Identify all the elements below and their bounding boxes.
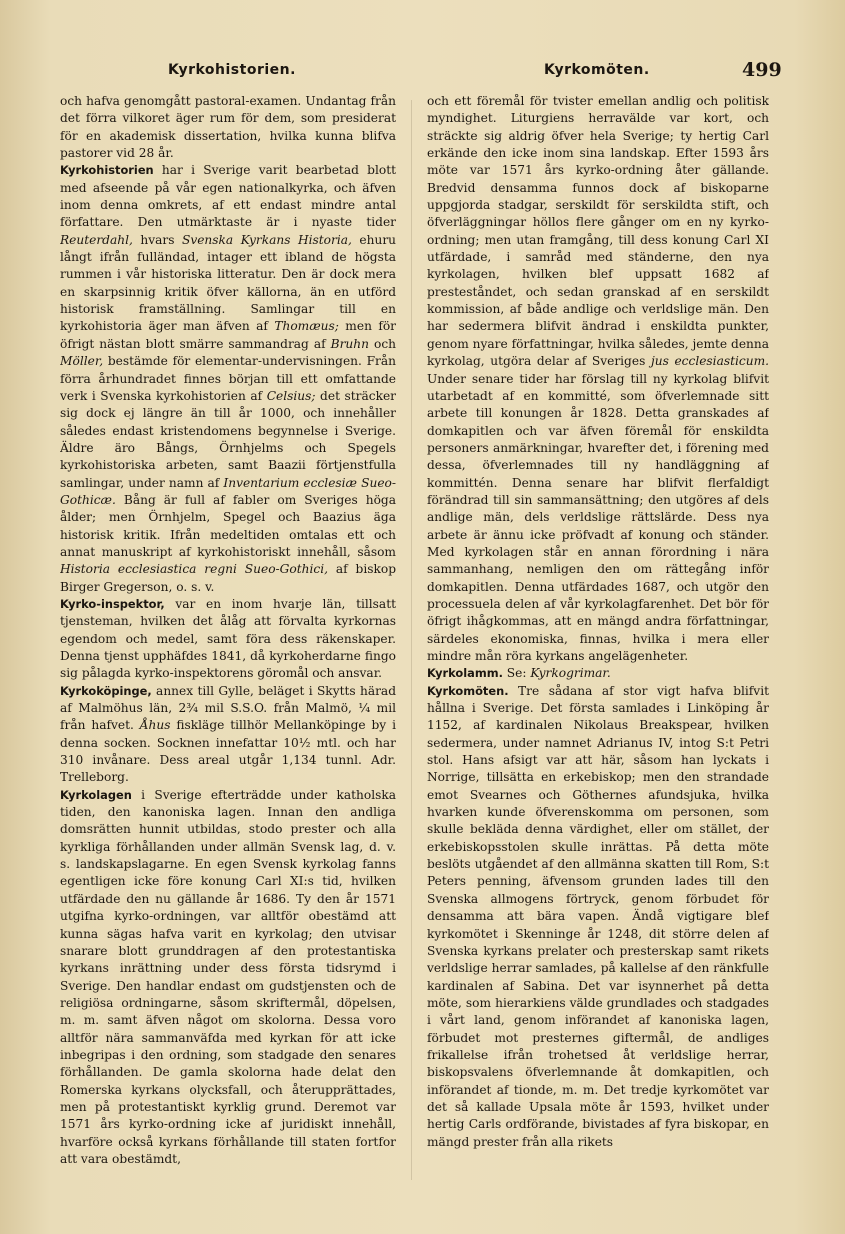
entry-kyrkomoten: Kyrkomöten. Tre sådana af stor vigt hafva blifvit hållna i Sverige. Det första samlades i Linköping år 1152, af kardinalen Nikolaus Breakspear, hvilken sedermera, under namnet Adrianus IV, intog S:t Petri stol. Hans afsigt var att här, såsom han lyckats i Norrige, tillsätta en erkebiskop; men den strandade emot Svearnes och Göthernes afundsjuka, hvilka hvarken kunde öfverenskomma om personen, som skulle bekläda denna värdighet, eller om stället, der erkebiskopsstolen skulle inrättas. På detta möte beslöts utgåendet af den allmänna skatten till Rom, S:t Peters penning, äfvensom grunden lades till den Svenska allmogens förtryck, genom förbudet för densamma att bära vapen. Ändå vigtigare blef kyrkomötet i Skenninge år 1248, dit större delen af Svenska kyrkans prelater och presterskap samt rikets verldslige herrar samlades, på kallelse af den ränkfulle kardinalen af Sabina. Det var isynnerhet på detta möte, som hierarkiens välde grundlades och stadgades i vårt land, genom införandet af kanoniska lagen, förbudet mot presternes giftermål, de andliges frikallelse ifrån trohetsed åt verldslige herrar, biskopsvalens öfverlemnande åt domkapitlen, och införandet af tionde, m. m. Det tredje kyrkomötet var det så kallade Upsala möte år 1593, hvilket under hertig Carls ordförande, bivistades af fyra biskopar, en mängd prester från alla rikets [427, 683, 769, 1149]
headword: Kyrkolagen [60, 787, 132, 802]
headword: Kyrkomöten. [427, 683, 509, 698]
headword: Kyrko-inspektor, [60, 596, 165, 611]
running-title-right: Kyrkomöten. [544, 62, 650, 78]
cross-reference: Kyrkogrimar. [530, 666, 611, 681]
entry-kyrkolamm: Kyrkolamm. Se: Kyrkogrimar. [427, 666, 611, 681]
headword: Kyrkolamm. [427, 666, 503, 681]
column-divider [411, 100, 412, 1180]
headword: Kyrkoköpinge, [60, 683, 152, 698]
entry-kyrkohistorien: Kyrkohistorien har i Sverige varit bearbetad blott med afseende på vår egen nationalkyrka, och äfven inom denna omkrets, af ett endast mindre antal författare. Den utmärktaste är i nyaste tider Reuterdahl, hvars Svenska Kyrkans Historia, ehuru långt ifrån fulländad, intager ett ibland de högsta rummen i vår historiska litteratur. Den är dock mera en skarpsinnig kritik öfver källorna, än en utförd historisk framställning. Samlingar till en kyrkohistoria äger man äfven af Thomæus; men för öfrigt nästan blott smärre sammandrag af Bruhn och Möller, bestämde för elementar-undervisningen. Från förra århundradet finnes början till ett omfattande verk i Svenska kyrkohistorien af Celsius; det sträcker sig dock ej längre än till år 1000, och innehåller således endast kristendomens begynnelse i Sverige. Äldre äro Bångs, Örnhjelms och Spegels kyrkohistoriska arbeten, samt Baazii förtjenstfulla samlingar, under namn af Inventarium ecclesiæ Sueo-Gothicæ. Bång är full af fabler om Sveriges höga ålder; men Örnhjelm, Spegel och Baazius äga historisk kritik. Ifrån medeltiden omtalas ett och annat manuskript af kyrkohistoriskt innehåll, såsom Historia ecclesiastica regni Sueo-Gothici, af biskop Birger Gregerson, o. s. v. [60, 163, 396, 594]
entry-continuation: och ett föremål för tvister emellan andlig och politisk myndighet. Liturgiens herravälde var kort, och sträckte sig aldrig öfver hela Sverige; ty hertig Carl erkände den icke inom sina landskap. Efter 1593 års möte var 1571 års kyrko-ordning åter gällande. Bredvid densamma funnos dock af biskoparne uppgjorda stadgar, serskildt för serskildta stift, och öfverläggningar höllos flere gånger om en ny kyrko-ordning; men utan framgång, till dess konung Carl XI utfärdade, i samråd med ständerne, den nya kyrkolagen, hvilken blef uppsatt 1682 af presteståndet, och sedan granskad af en serskildt kommission, af både andlige och verldslige män. Den har sedermera blifvit ändrad i enskildta punkter, genom nyare författningar, hvilka således, jemte denna kyrkolag, utgöra delar af Sveriges jus ecclesiasticum. Under senare tider har förslag till ny kyrkolag blifvit utarbetadt af en kommitté, som öfverlemnade sitt arbete till konungen år 1828. Detta granskades af domkapitlen och var äfven föremål för enskildta personers anmärkningar, hvarefter det, i förening med dessa, öfverlemnades till ny handläggning af kommittén. Denna senare har blifvit flerfaldigt förändrad till sin sammansättning; den utgöres af dels andlige män, dels verldslige rättslärde. Dess nya arbete är ännu icke pröfvadt af konung och ständer. Med kyrkolagen står en annan förordning i nära sammanhang, nemligen den om rättegång inför domkapitlen. Denna utfärdades 1687, och utgör den processuela delen af vår kyrkolagfarenhet. Det bör för öfrigt ihågkommas, att en mängd andra författningar, särdeles ekonomiska, finnas, hvilka i mera eller mindre mån röra kyrkans angelägenheter. [427, 94, 769, 663]
entry-continuation: och hafva genomgått pastoral-examen. Undantag från det förra vilkoret äger rum för dem, som presiderat för en akademisk dissertation, hvilka kunna blifva pastorer vid 28 år. [60, 94, 396, 161]
entry-kyrkokopinge: Kyrkoköpinge, annex till Gylle, beläget i Skytts härad af Malmöhus län, 2¾ mil S.S.O. från Malmö, ¼ mil från hafvet. Åhus fiskläge tillhör Mellanköpinge by i denna socken. Socknen innefattar 10½ mtl. och har 310 invånare. Dess areal utgår 1,134 tunnl. Adr. Trelleborg. [60, 683, 396, 785]
headword: Kyrkohistorien [60, 163, 154, 178]
entry-kyrko-inspektor: Kyrko-inspektor, var en inom hvarje län, tillsatt tjensteman, hvilken det ålåg att förvalta kyrkornas egendom och medel, samt föra dess räkenskaper. Denna tjenst upphäfdes 1841, då kyrkoherdarne fingo sig pålagda kyrko-inspektorens göromål och ansvar. [60, 596, 396, 681]
right-column [427, 93, 769, 1203]
page-number: 499 [742, 59, 782, 81]
left-column [60, 93, 396, 1203]
running-header [0, 59, 845, 86]
running-title-left: Kyrkohistorien. [168, 62, 296, 78]
entry-kyrkolagen: Kyrkolagen i Sverige efterträdde under katholska tiden, den kanoniska lagen. Innan den andliga domsrätten hunnit utbildas, stodo prester och alla kyrkliga förhållanden under allmän Svensk lag, d. v. s. landskapslagarne. En egen Svensk kyrkolag fanns egentligen icke före konung Carl XI:s tid, hvilken utfärdade den nu gällande år 1686. Ty den år 1571 utgifna kyrko-ordningen, var alltför obestämd att kunna sägas hafva varit en kyrkolag; den utvisar snarare blott grunddragen af den protestantiska kyrkans inrättning under dess första tidsrymd i Sverige. Den handlar endast om gudstjensten och de religiösa ordningarne, såsom skriftermål, döpelsen, m. m. samt äfven något om skolorna. Dessa voro alltför nära sammanväfda med kyrkan för att icke inbegripas i den ordning, som stadgade den senares förhållanden. De gamla skolorna hade delat den Romerska kyrkans olycksfall, och återupprättades, men på protestantiskt kyrklig grund. Deremot var 1571 års kyrko-ordning icke af juridiskt innehåll, hvarföre också kyrkans förhållande till staten fortfor att vara obestämdt, [60, 787, 396, 1166]
